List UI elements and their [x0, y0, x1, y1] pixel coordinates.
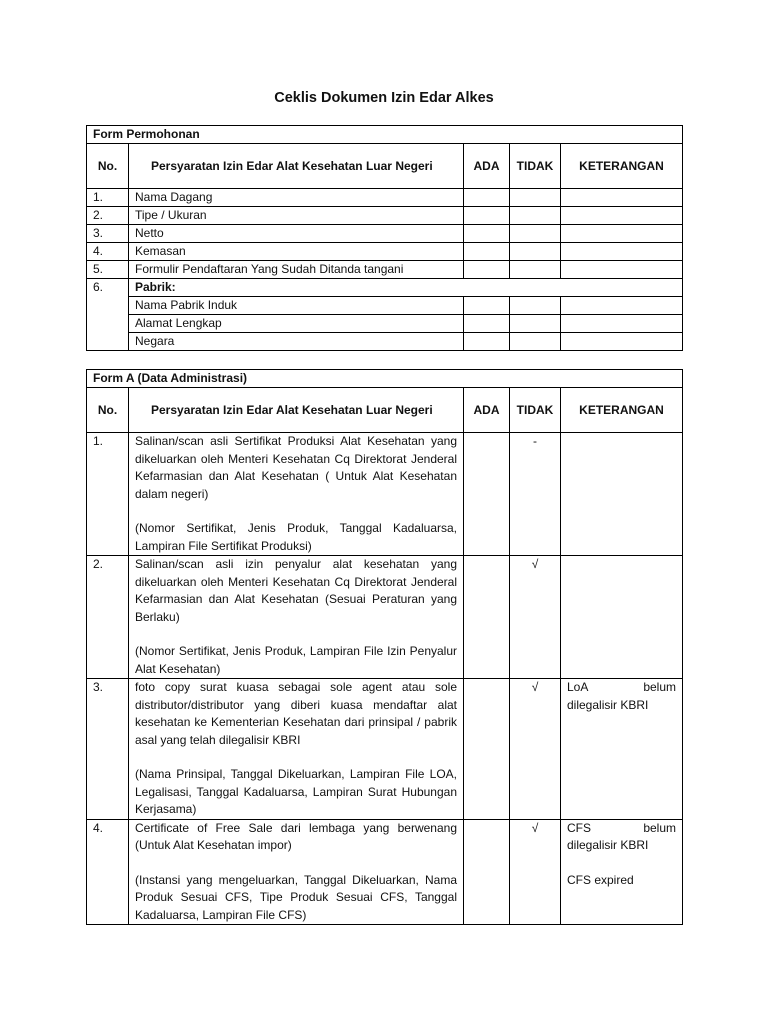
ada-cell[interactable]	[464, 679, 510, 820]
table-row: 2. Tipe / Ukuran	[87, 207, 683, 225]
col-tidak: TIDAK	[510, 144, 561, 189]
table-row: 6. Pabrik:	[87, 279, 683, 297]
table-row: Negara	[87, 333, 683, 351]
table-row: 2. Salinan/scan asli izin penyalur alat kesehatan yang dikeluarkan oleh Menteri Kesehatan Cq Direktorat Jenderal Kefarmasian dan Alat Kesehatan (Sesuai Peraturan yang Berlaku) (Nomor Sertifikat, Jenis Produk, Lampiran File Izin Penyalur Alat Kesehatan) √	[87, 556, 683, 679]
keterangan-cell[interactable]	[561, 433, 683, 556]
ada-cell[interactable]	[464, 819, 510, 925]
keterangan-cell[interactable]	[561, 315, 683, 333]
keterangan-cell[interactable]: LoA belum dilegalisir KBRI	[561, 679, 683, 820]
ada-cell[interactable]	[464, 261, 510, 279]
keterangan-cell[interactable]	[561, 243, 683, 261]
keterangan-cell[interactable]	[561, 297, 683, 315]
ada-cell[interactable]	[464, 207, 510, 225]
tidak-cell[interactable]	[510, 189, 561, 207]
tidak-cell[interactable]	[510, 261, 561, 279]
form-permohonan-table	[86, 125, 683, 351]
tidak-cell[interactable]	[510, 315, 561, 333]
table-row: 4. Kemasan	[87, 243, 683, 261]
table-row: Alamat Lengkap	[87, 315, 683, 333]
col-keterangan: KETERANGAN	[561, 388, 683, 433]
col-requirement: Persyaratan Izin Edar Alat Kesehatan Luar Negeri	[129, 388, 464, 433]
ada-cell[interactable]	[464, 315, 510, 333]
page-title: Ceklis Dokumen Izin Edar Alkes	[274, 90, 494, 106]
table-row: 1. Nama Dagang	[87, 189, 683, 207]
table-row: 1. Salinan/scan asli Sertifikat Produksi Alat Kesehatan yang dikeluarkan oleh Menteri Kesehatan Cq Direktorat Jenderal Kefarmasian dan Alat Kesehatan ( Untuk Alat Kesehatan dalam negeri) (Nomor Sertifikat, Jenis Produk, Tanggal Kadaluarsa, Lampiran File Sertifikat Produksi) -	[87, 433, 683, 556]
ada-cell[interactable]	[464, 225, 510, 243]
ada-cell[interactable]	[464, 189, 510, 207]
keterangan-cell[interactable]	[561, 556, 683, 679]
table-row: 5. Formulir Pendaftaran Yang Sudah Ditanda tangani	[87, 261, 683, 279]
tidak-cell[interactable]	[510, 207, 561, 225]
col-no: No.	[87, 144, 129, 189]
col-ada: ADA	[464, 388, 510, 433]
table-row: 3. foto copy surat kuasa sebagai sole agent atau sole distributor/distributor yang diberi kuasa mendaftar alat kesehatan ke Kementerian Kesehatan dari prinsipal / pabrik asal yang telah dilegalisir KBRI (Nama Prinsipal, Tanggal Dikeluarkan, Lampiran File LOA, Legalisasi, Tanggal Kadaluarsa, Lampiran Surat Hubungan Kerjasama) √ LoA belum dilegalisir KBRI	[87, 679, 683, 820]
col-requirement: Persyaratan Izin Edar Alat Kesehatan Luar Negeri	[129, 144, 464, 189]
section-title: Form A (Data Administrasi)	[87, 370, 683, 388]
section-title: Form Permohonan	[87, 126, 683, 144]
keterangan-cell[interactable]: CFS belum dilegalisir KBRI CFS expired	[561, 819, 683, 925]
ada-cell[interactable]	[464, 243, 510, 261]
keterangan-cell[interactable]	[561, 225, 683, 243]
tidak-cell[interactable]	[510, 225, 561, 243]
tidak-cell[interactable]: √	[510, 556, 561, 679]
col-tidak: TIDAK	[510, 388, 561, 433]
tidak-cell[interactable]	[510, 243, 561, 261]
keterangan-cell[interactable]	[561, 333, 683, 351]
pabrik-label: Pabrik:	[129, 279, 683, 297]
tidak-cell[interactable]	[510, 333, 561, 351]
table-row: Nama Pabrik Induk	[87, 297, 683, 315]
keterangan-cell[interactable]	[561, 261, 683, 279]
form-a-table	[86, 369, 683, 925]
ada-cell[interactable]	[464, 297, 510, 315]
tidak-cell[interactable]: √	[510, 819, 561, 925]
tidak-cell[interactable]: -	[510, 433, 561, 556]
keterangan-cell[interactable]	[561, 189, 683, 207]
keterangan-cell[interactable]	[561, 207, 683, 225]
tidak-cell[interactable]	[510, 297, 561, 315]
col-ada: ADA	[464, 144, 510, 189]
col-keterangan: KETERANGAN	[561, 144, 683, 189]
table-row: 3. Netto	[87, 225, 683, 243]
ada-cell[interactable]	[464, 556, 510, 679]
ada-cell[interactable]	[464, 433, 510, 556]
ada-cell[interactable]	[464, 333, 510, 351]
tidak-cell[interactable]: √	[510, 679, 561, 820]
col-no: No.	[87, 388, 129, 433]
table-row: 4. Certificate of Free Sale dari lembaga yang berwenang (Untuk Alat Kesehatan impor) (Instansi yang mengeluarkan, Tanggal Dikeluarkan, Nama Produk Sesuai CFS, Tipe Produk Sesuai CFS, Tanggal Kadaluarsa, Lampiran File CFS) √ CFS belum dilegalisir KBRI CFS expired	[87, 819, 683, 925]
